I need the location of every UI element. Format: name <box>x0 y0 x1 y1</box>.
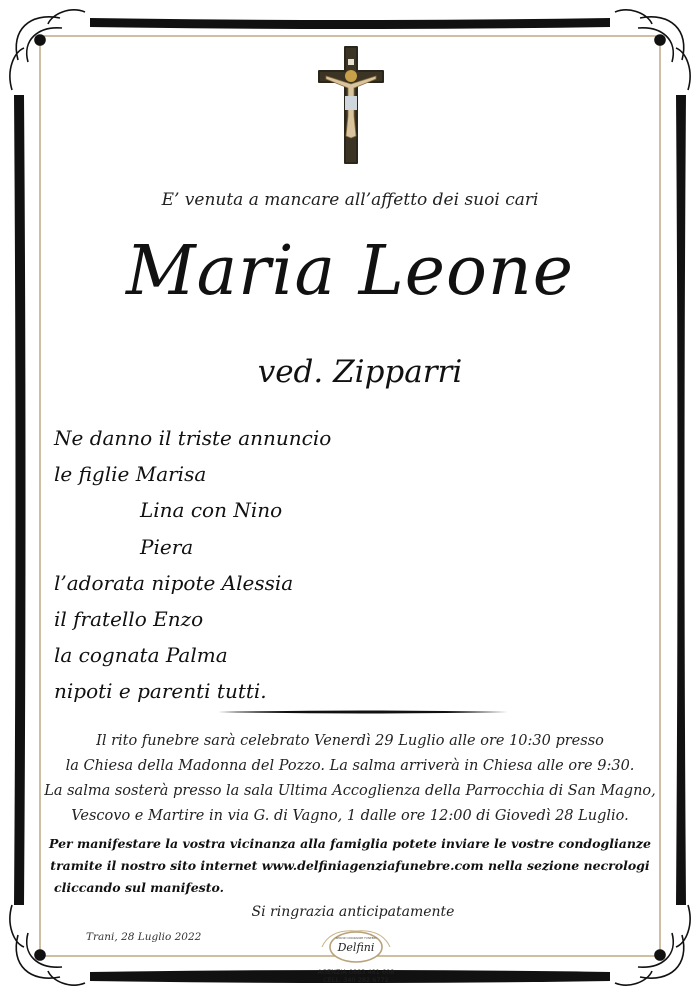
funeral-info-line: la Chiesa della Madonna del Pozzo. La salma arriverà in Chiesa alle ore 9:30. <box>65 758 635 774</box>
crucifix-icon <box>318 46 384 164</box>
announcement-line: nipoti e parenti tutti. <box>54 679 267 703</box>
agency-cell: CELL. 340 282 6772 <box>323 976 389 984</box>
deceased-name: Maria Leone <box>126 232 574 311</box>
agency-logo <box>302 925 410 985</box>
condolence-line: Per manifestare la vostra vicinanza alla famiglia potete inviare le vostre condoglianze <box>49 836 651 851</box>
intro-text: E’ venuta a mancare all’affetto dei suoi cari <box>161 190 539 210</box>
announcement-line: il fratello Enzo <box>54 607 204 631</box>
announcement-line: la cognata Palma <box>54 643 228 667</box>
deceased-subtitle: ved. Zipparri <box>257 354 463 390</box>
funeral-info-line: Il rito funebre sarà celebrato Venerdì 29 Luglio alle ore 10:30 presso <box>96 733 604 749</box>
funeral-info-line: Vescovo e Martire in via G. di Vagno, 1 dalle ore 12:00 di Giovedì 28 Luglio. <box>71 808 629 824</box>
announcement-line: le figlie Marisa <box>54 462 207 486</box>
announcement-line: Piera <box>140 535 194 559</box>
funeral-info-line: La salma sosterà presso la sala Ultima Accoglienza della Parrocchia di San Magno, <box>44 783 656 799</box>
condolence-line: cliccando sul manifesto. <box>54 880 224 895</box>
corner-ornament-top-right <box>615 10 690 90</box>
agency-brand: Delfini <box>337 941 375 954</box>
place-date: Trani, 28 Luglio 2022 <box>86 931 202 943</box>
corner-ornament-top-left <box>10 10 85 90</box>
thanks-text: Si ringrazia anticipatamente <box>251 904 455 920</box>
agency-logo-emblem <box>302 925 410 965</box>
announcement-line: Ne danno il triste annuncio <box>54 426 332 450</box>
condolence-line: tramite il nostro sito internet www.delfiniagenziafunebre.com nella sezione necrologi <box>50 858 650 873</box>
separator-rule <box>218 710 508 714</box>
announcement-line: l’adorata nipote Alessia <box>54 571 294 595</box>
agency-phone: AGENZIA 0883 481 608 <box>317 968 395 976</box>
agency-tagline: SERVIZI ONORANZE FUNEBRI <box>335 936 377 940</box>
announcement-line: Lina con Nino <box>140 498 283 522</box>
